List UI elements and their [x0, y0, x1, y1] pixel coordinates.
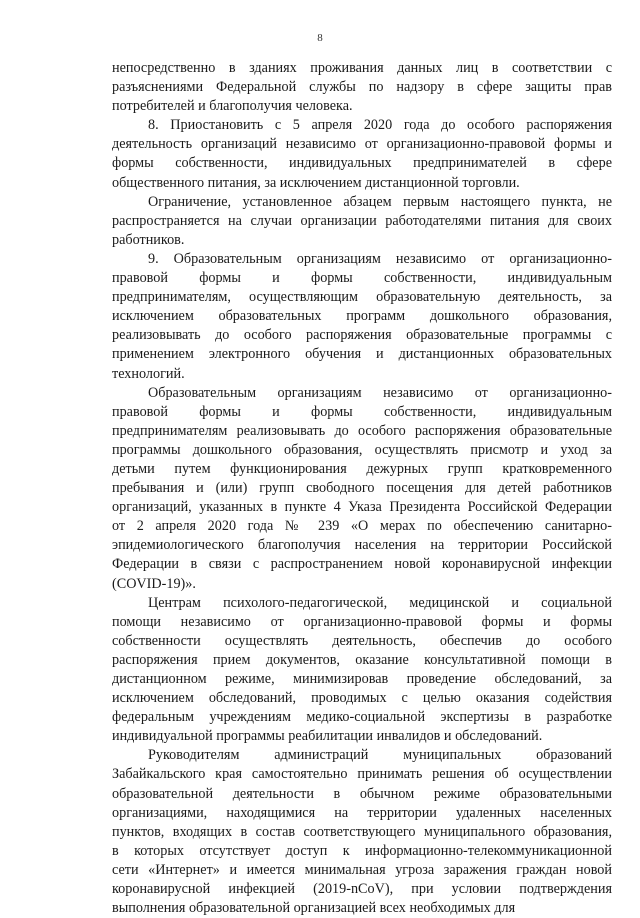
- text-line: образовательной деятельности в обычном режиме образовательными: [112, 785, 612, 802]
- text-line: детьми путем функционирования дежурных групп кратковременного: [112, 460, 612, 477]
- paragraph: [112, 116, 612, 192]
- text-line: организаций, указанных в пункте 4 Указа Президента Российской Федерации: [112, 499, 612, 516]
- text-line: Руководителям администраций муниципальных образований: [148, 747, 612, 764]
- text-line: Образовательным организациям независимо от организационно-: [148, 384, 612, 401]
- text-line: индивидуальной программы реабилитации инвалидов и обследований.: [112, 728, 543, 745]
- paragraph: [112, 594, 612, 747]
- text-line: деятельность организаций независимо от организационно-правовой формы и: [112, 136, 612, 153]
- text-line: работников.: [112, 231, 185, 248]
- text-line: (COVID-19)».: [112, 575, 196, 592]
- text-line: в которых отсутствует доступ к информационно-телекоммуникационной: [112, 842, 612, 859]
- text-line: непосредственно в зданиях проживания данных лиц в соответствии с: [112, 60, 612, 76]
- text-line: реализовывать до особого распоряжения образовательные программы с: [112, 327, 612, 344]
- text-line: от 2 апреля 2020 года № 239 «О мерах по обеспечению санитарно-: [112, 518, 612, 535]
- text-line: собственности осуществлять деятельность, обеспечив до особого: [112, 632, 612, 649]
- text-line: Центрам психолого-педагогической, медицинской и социальной: [148, 594, 612, 611]
- text-line: общественного питания, за исключением дистанционной торговли.: [112, 174, 520, 191]
- text-line: исключением обследований, проводимых с целью оказания содействия: [112, 690, 612, 707]
- text-line: потребителей и благополучия человека.: [112, 98, 353, 115]
- text-line: пунктов, входящих в состав соответствующего муниципального образования,: [112, 823, 612, 840]
- text-line: Ограничение, установленное абзацем первым настоящего пункта, не: [148, 193, 612, 210]
- text-line: помощи независимо от организационно-правовой формы и формы: [112, 613, 612, 630]
- paragraph: [112, 193, 612, 250]
- text-line: предпринимателям, осуществляющим образовательную деятельность, за: [112, 289, 612, 306]
- text-line: организациями, находящимися на территории удаленных населенных: [112, 804, 612, 821]
- text-line: предпринимателям реализовывать до особого распоряжения образовательные: [112, 422, 612, 439]
- text-line: разъяснениями Федеральной службы по надзору в сфере защиты прав: [112, 79, 612, 96]
- text-line: формы собственности, индивидуальных предпринимателей в сфере: [112, 155, 612, 172]
- text-line: федеральным учреждениям медико-социальной экспертизы в разработке: [112, 709, 612, 726]
- text-line: применением электронного обучения и дистанционных образовательных: [112, 346, 612, 363]
- paragraph: [112, 746, 612, 918]
- paragraph: [112, 250, 612, 384]
- text-line: программы дошкольного образования, осуществлять присмотр и уход за: [112, 441, 612, 458]
- paragraph: [112, 384, 612, 594]
- paragraph: [112, 59, 612, 116]
- text-line: выполнения образовательной организацией всех необходимых для: [112, 900, 516, 917]
- text-line: пребывания и (или) групп свободного посещения для детей работников: [112, 480, 612, 497]
- text-line: сети «Интернет» и имеется минимальная угроза заражения граждан новой: [112, 861, 612, 878]
- text-line: правовой формы и формы собственности, индивидуальным: [112, 270, 612, 287]
- document-body: [112, 59, 612, 918]
- text-line: распространяется на случаи организации работодателями питания для своих: [112, 212, 612, 229]
- text-line: исключением образовательных программ дошкольного образования,: [112, 308, 612, 325]
- text-line: технологий.: [112, 365, 185, 382]
- text-line: 9. Образовательным организациям независимо от организационно-: [148, 250, 612, 267]
- page-number: 8: [317, 32, 323, 44]
- text-line: Забайкальского края самостоятельно принимать решения об осуществлении: [112, 766, 612, 783]
- text-line: 8. Приостановить с 5 апреля 2020 года до особого распоряжения: [148, 117, 612, 134]
- text-line: распоряжения прием документов, оказание консультативной помощи в: [112, 651, 612, 668]
- text-line: коронавирусной инфекцией (2019-nCoV), при условии подтверждения: [112, 881, 612, 898]
- text-line: эпидемиологического благополучия населения на территории Российской: [112, 537, 612, 554]
- text-line: дистанционном режиме, минимизировав проведение обследований, за: [112, 671, 612, 687]
- text-line: Федерации в связи с распространением новой коронавирусной инфекции: [112, 556, 612, 573]
- text-line: правовой формы и формы собственности, индивидуальным: [112, 403, 612, 420]
